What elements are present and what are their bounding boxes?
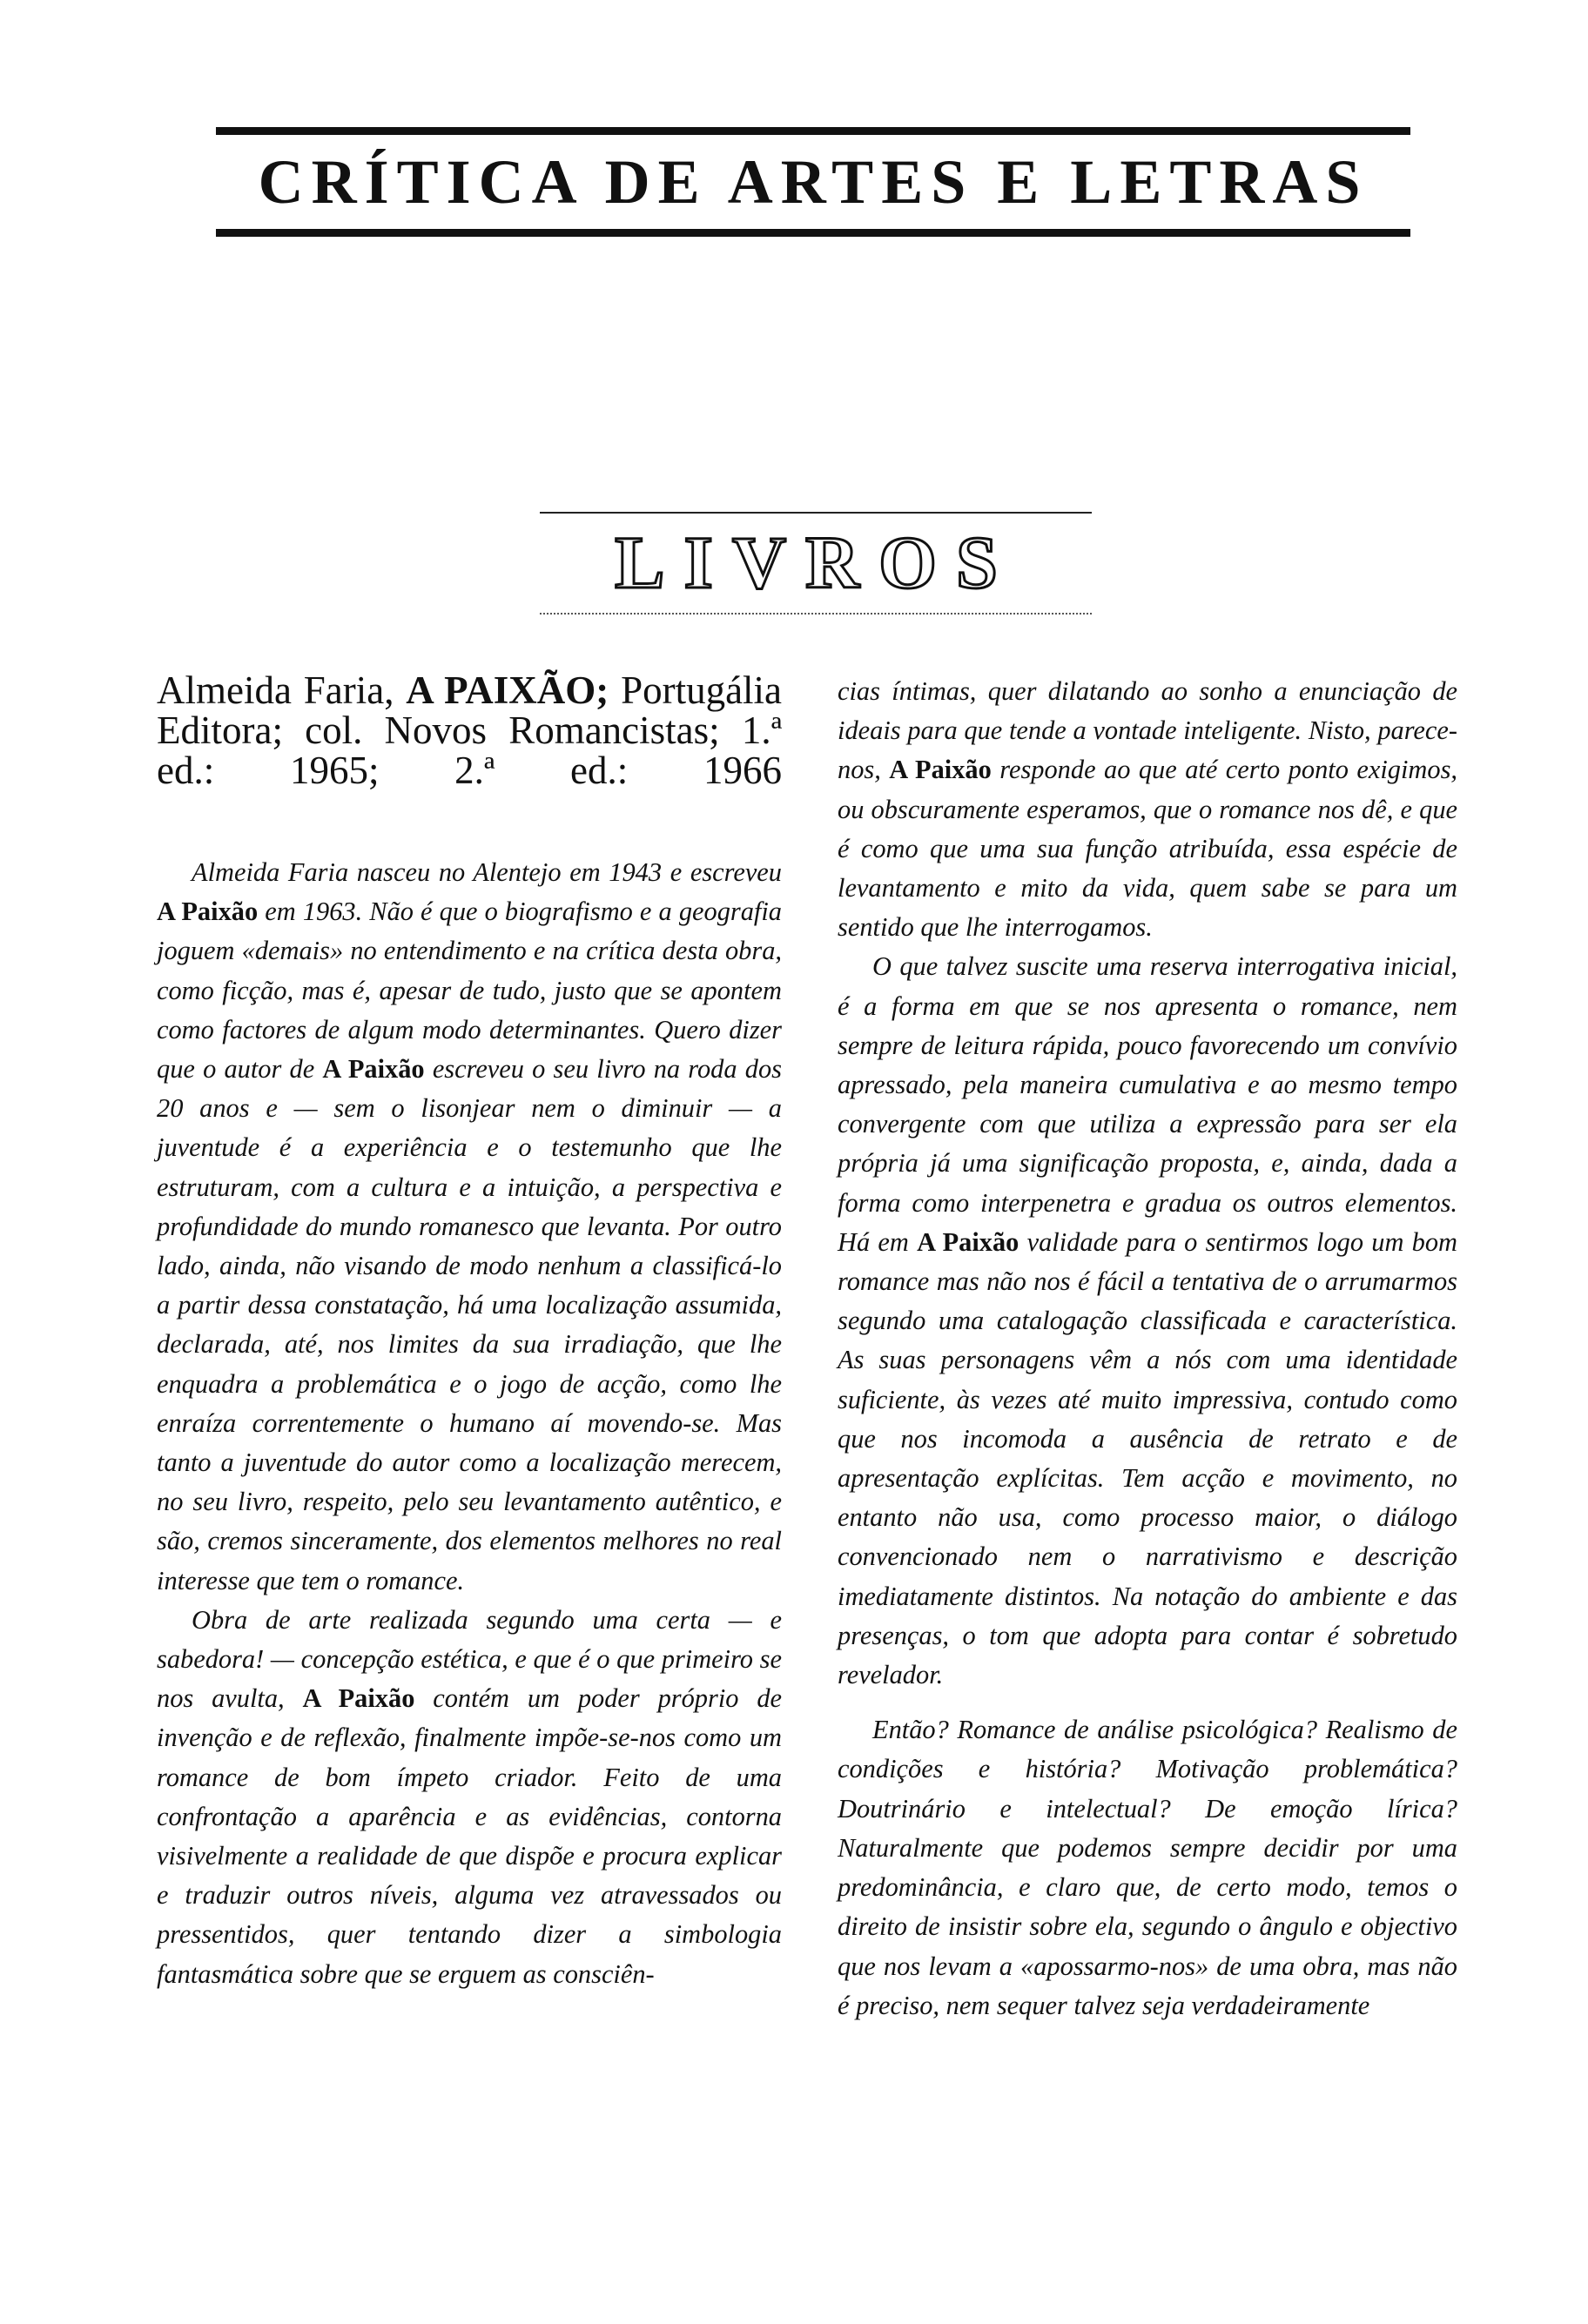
review-text: escreveu o seu livro na roda dos 20 anos e — sem o lisonjear nem o diminuir — a juventude é a experiência e o testemunho que lhe estruturam, com a cultura e a intuição, a perspectiva e profundidade do mundo romanesco que levanta. Por outro lado, ainda, não visando de modo nenhum a classificá-lo a partir dessa constatação, há uma localização assumida, declarada, até, nos limites da sua irradiação, que lhe enquadra a problemática e o jogo de acção, como lhe enraíza correntemente o humano aí movendo-se. Mas tanto a juventude do autor como a localização merecem, no seu livro, respeito, pelo seu levantamento autêntico, e são, cremos sinceramente, dos elementos melhores no real interesse que tem o romance. [157, 1054, 782, 1595]
book-title: A PAIXÃO; [406, 668, 609, 712]
masthead [216, 127, 1410, 237]
review-paragraph-4: Então? Romance de análise psicológica? Realismo de condições e história? Motivação problemática? Doutrinário e intelectual? De emoção lírica? Naturalmente que podemos sempre decidir por uma predominância, e claro que, de certo modo, temos o direito de insistir sobre ela, segundo o ângulo e objectivo que nos levam a «apossarmo-nos» de uma obra, mas não é preciso, nem sequer talvez seja verdadeiramente [838, 1715, 1457, 2020]
review-paragraph-2-continued [838, 672, 1457, 947]
book-title-inline: A Paixão [157, 897, 259, 927]
review-text: em 1963. Não é que o biografismo e a geografia joguem «demais» no entendimento e na crítica desta obra, como ficção, mas é, apesar de tudo, justo que se apontem como factores de algum modo determinantes. Quero dizer que o autor de [157, 897, 782, 1085]
review-paragraph-3 [838, 947, 1457, 1695]
book-reference [157, 670, 782, 790]
column-right [838, 672, 1457, 2025]
review-paragraph-1 [157, 853, 782, 1601]
book-author: Almeida Faria, [157, 668, 394, 712]
book-details: Portugália Editora; col. Novos Romancistas; 1.ª ed.: 1965; 2.ª ed.: 1966 [157, 668, 783, 792]
book-title-inline: A Paixão [322, 1054, 425, 1085]
masthead-rule-top [216, 127, 1410, 135]
column-left [157, 670, 782, 1994]
section-title: LIVROS [615, 521, 1017, 604]
review-text: responde ao que até certo ponto exigimos, ou obscuramente esperamos, que o romance nos dê, e que é como que uma sua função atribuída, essa espécie de levantamento e mito da vida, quem sabe se para um sentido que lhe interrogamos. [838, 755, 1457, 943]
masthead-rule-bottom [216, 229, 1410, 237]
review-text: Obra de arte realizada segundo uma certa — e sabedora! — concepção estética, e que é o que primeiro se nos avulta, [157, 1604, 782, 1714]
review-text: O que talvez suscite uma reserva interrogativa inicial, é a forma em que se nos apresenta o romance, nem sempre de leitura rápida, pouco favorecendo um convívio apressado, pela maneira cumulativa e ao mesmo tempo convergente com que utiliza a expressão para ser ela própria já uma significação proposta, e, ainda, dada a forma como interpenetra e gradua os outros elementos. Há em [838, 951, 1457, 1257]
review-text: Almeida Faria nasceu no Alentejo em 1943 e escreveu [192, 857, 782, 887]
review-text: contém um poder próprio de invenção e de reflexão, finalmente impõe-se-nos como um romance de bom ímpeto criador. Feito de uma confrontação a aparência e as evidências, contorna visivelmente a realidade de que dispõe e procura explicar e traduzir outros níveis, alguma vez atravessados ou pressentidos, quer tentando dizer a simbologia fantasmática sobre que se erguem as consciên- [157, 1683, 782, 1989]
review-text: validade para o sentirmos logo um bom romance mas não nos é fácil a tentativa de o arrumarmos segundo uma catalogação classificada e característica. As suas personagens vêm a nós com uma identidade suficiente, às vezes até muito impressiva, contudo como que nos incomoda a ausência de retrato e de apresentação explícitas. Tem acção e movimento, no entanto não usa, como processo maior, o diálogo convencionado nem o narrativismo e descrição imediatamente distintos. Na notação do ambiente e das presenças, o tom que adopta para contar é sobretudo revelador. [838, 1226, 1458, 1690]
masthead-title: CRÍTICA DE ARTES E LETRAS [258, 147, 1369, 217]
review-text: cias íntimas, quer dilatando ao sonho a enunciação de ideais para que tende a vontade inteligente. Nisto, parece-nos, [838, 676, 1457, 785]
section-header [540, 512, 1092, 615]
section-rule-top [540, 512, 1092, 514]
book-title-inline: A Paixão [302, 1683, 415, 1714]
book-title-inline: A Paixão [917, 1226, 1019, 1257]
review-paragraph-2 [157, 1601, 782, 1994]
section-rule-bottom [540, 613, 1092, 615]
book-title-inline: A Paixão [889, 755, 992, 785]
